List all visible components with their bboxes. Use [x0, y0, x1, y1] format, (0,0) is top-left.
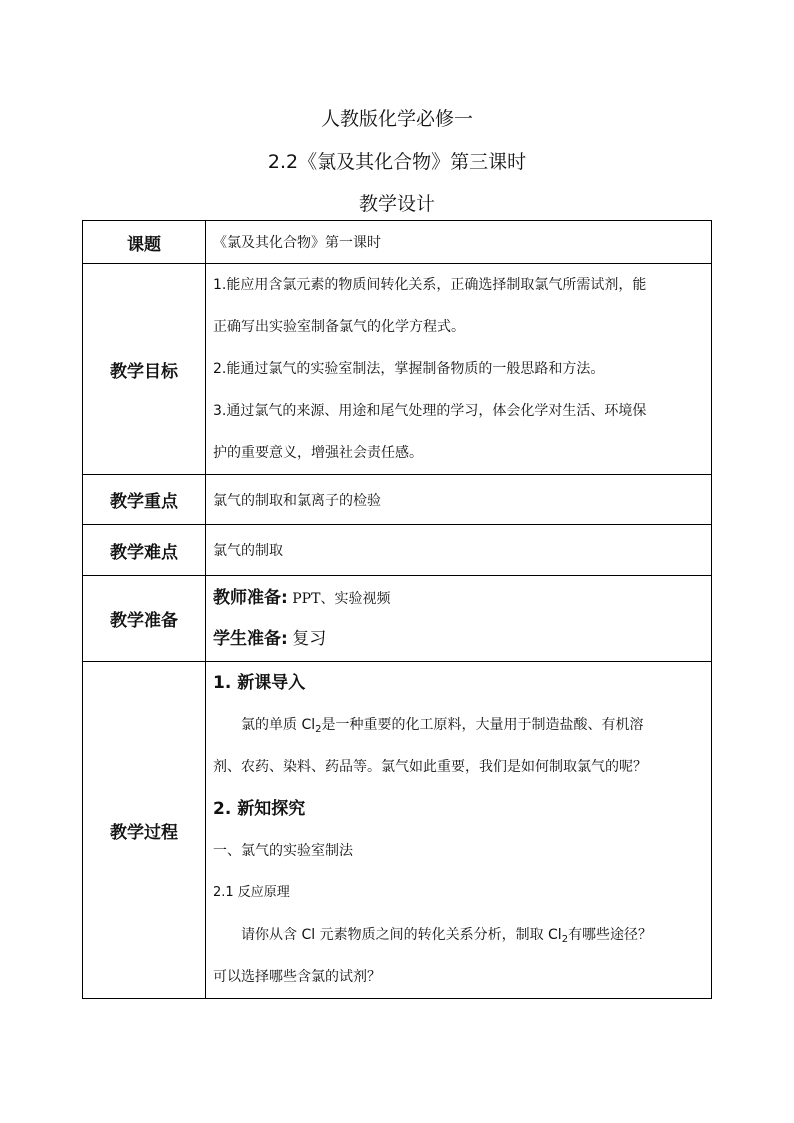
- doc-title-line1: 人教版化学必修一: [320, 108, 473, 130]
- prep-label: 教学准备: [83, 576, 206, 662]
- goal-line: 正确写出实验室制备氯气的化学方程式。: [213, 319, 465, 335]
- goal-line: 1.能应用含氯元素的物质间转化关系，正确选择制取氯气所需试剂，能: [213, 277, 647, 293]
- goal-line: 护的重要意义，增强社会责任感。: [213, 445, 423, 461]
- doc-title-line2: 2.2《氯及其化合物》第三课时: [267, 151, 527, 173]
- goals-content: [206, 264, 712, 475]
- student-prep-label: 学生准备:: [213, 628, 288, 649]
- subsection-heading: 2.1 反应原理: [213, 885, 290, 900]
- goal-line: 2.能通过氯气的实验室制法，掌握制备物质的一般思路和方法。: [213, 361, 605, 377]
- row-key-point: [83, 475, 712, 525]
- paragraph-line: 氯的单质 $Cl_2$是一种重要的化工原料，大量用于制造盐酸、有机溶: [241, 717, 644, 735]
- process-content: [206, 662, 712, 999]
- student-prep-value: 复习: [292, 628, 327, 649]
- doc-title-line3: 教学设计: [358, 193, 435, 215]
- key-value: 氯气的制取和氯离子的检验: [206, 475, 712, 525]
- teacher-prep-value: PPT、实验视频: [292, 590, 391, 607]
- difficulty-label: 教学难点: [83, 525, 206, 576]
- process-label: 教学过程: [83, 662, 206, 999]
- row-process: [83, 662, 712, 999]
- section-heading: 2. 新知探究: [213, 799, 306, 819]
- row-topic: [83, 221, 712, 264]
- paragraph-line: 请你从含 Cl 元素物质之间的转化关系分析，制取 $Cl_2$有哪些途径？: [241, 927, 653, 945]
- paragraph-line: 剂、农药、染料、药品等。氯气如此重要，我们是如何制取氯气的呢？: [213, 759, 647, 775]
- difficulty-value: 氯气的制取: [206, 525, 712, 576]
- teacher-prep-label: 教师准备:: [213, 587, 288, 608]
- row-difficulty: [83, 525, 712, 576]
- topic-label: 课题: [83, 221, 206, 264]
- subsection-heading: 一、氯气的实验室制法: [213, 843, 353, 859]
- row-preparation: [83, 576, 712, 662]
- lesson-plan-table: [82, 220, 712, 999]
- goal-line: 3.通过氯气的来源、用途和尾气处理的学习，体会化学对生活、环境保: [213, 403, 647, 419]
- goals-label: 教学目标: [83, 264, 206, 475]
- section-heading: 1. 新课导入: [213, 673, 306, 693]
- row-goals: [83, 264, 712, 475]
- topic-value: 《氯及其化合物》第一课时: [206, 221, 712, 264]
- paragraph-line: 可以选择哪些含氯的试剂？: [213, 969, 381, 985]
- key-label: 教学重点: [83, 475, 206, 525]
- prep-content: [206, 576, 712, 662]
